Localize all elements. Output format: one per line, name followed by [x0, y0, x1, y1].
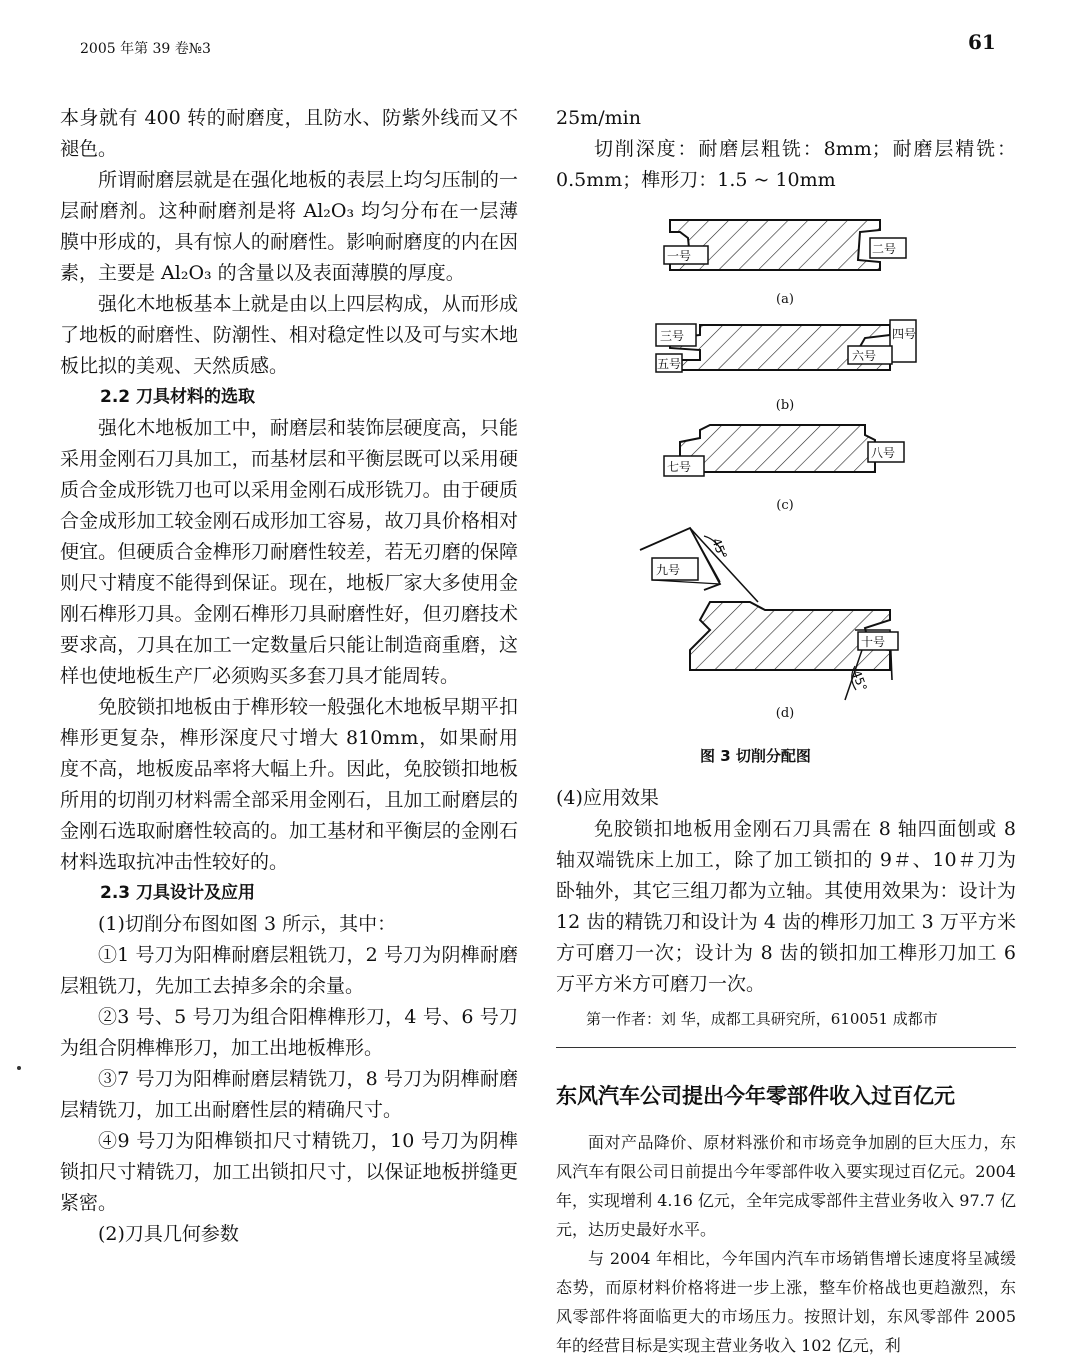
figure-caption: 图 3 切削分配图 [700, 747, 811, 765]
figure-3-diagram [600, 210, 940, 740]
angle-label-bottom: 45° [849, 668, 870, 694]
paragraph: 免胶锁扣地板用金刚石刀具需在 8 轴四面刨或 8 轴双端铣床上加工，除了加工锁扣的 9＃、10＃刀为卧轴外，其它三组刀都为立轴。其使用效果为：设计为 12 齿的精铣刀和设计为 4 齿的榫形刀加工 3 万平方米方可磨刀一次；设计为 8 齿的锁扣加工榫形刀加工 6 万平方米方可磨刀一次。 [556, 818, 1016, 995]
subfigure-a [664, 220, 906, 270]
angle-label-top: 45° [709, 536, 730, 562]
page-number: 61 [968, 30, 996, 54]
article-paragraph: 面对产品降价、原材料涨价和市场竞争加剧的巨大压力，东风汽车有限公司日前提出今年零部件收入要实现过百亿元。2004 年，实现增利 4.16 亿元，全年完成零部件主营业务收入 97.7 亿元，达历史最好水平。 [556, 1133, 1016, 1239]
paragraph: 25m/min [556, 107, 641, 129]
right-column-bottom [556, 783, 1016, 1035]
paragraph: 免胶锁扣地板由于榫形较一般强化木地板早期平扣榫形更复杂，榫形深度尺寸增大 810mm，如果耐用度不高，地板废品率将大幅上升。因此，免胶锁扣地板所用的切削刃材料需全部采用金刚石，且加工耐磨层的金刚石选取耐磨性较高的。加工基材和平衡层的金刚石材料选取抗冲击性较好的。 [60, 696, 518, 873]
label-knife-7: 七号 [667, 460, 692, 474]
section-heading: 2.3 刀具设计及应用 [100, 883, 256, 903]
paragraph: 本身就有 400 转的耐磨度，且防水、防紫外线而又不褪色。 [60, 107, 518, 160]
subfigure-d-label: (d) [775, 706, 795, 721]
section-divider [556, 1047, 1016, 1048]
right-column-top [556, 103, 1016, 196]
label-knife-4: 四号 [892, 327, 917, 341]
subfigure-b [656, 320, 916, 372]
paragraph: (2)刀具几何参数 [98, 1223, 239, 1245]
section-heading: 2.2 刀具材料的选取 [100, 387, 256, 407]
article-body [556, 1128, 1016, 1360]
author-line: 第一作者：刘 华，成都工具研究所，610051 成都市 [586, 1010, 938, 1028]
label-knife-10: 十号 [861, 635, 886, 649]
label-knife-2: 二号 [872, 242, 897, 256]
paragraph: 切削深度：耐磨层粗铣：8mm；耐磨层精铣：0.5mm；榫形刀：1.5 ~ 10mm [556, 138, 1016, 191]
paragraph: ③7 号刀为阳榫耐磨层精铣刀，8 号刀为阴榫耐磨层精铣刀，加工出耐磨性层的精确尺寸。 [60, 1068, 518, 1121]
paragraph: 强化木地板加工中，耐磨层和装饰层硬度高，只能采用金刚石刀具加工，而基材层和平衡层既可以采用硬质合金成形铣刀也可以采用金刚石成形铣刀。由于硬质合金成形加工较金刚石成形加工容易，故刀具价格相对便宜。但硬质合金榫形刀耐磨性较差，若无刃磨的保障则尺寸精度不能得到保证。现在，地板厂家大多使用金刚石榫形刀具。金刚石榫形刀具耐磨性好，但刃磨技术要求高，刀具在加工一定数量后只能让制造商重磨，这样也使地板生产厂必须购买多套刀具才能周转。 [60, 417, 518, 687]
label-knife-8: 八号 [871, 446, 896, 460]
subfigure-c-label: (c) [776, 498, 794, 513]
paragraph: 强化木地板基本上就是由以上四层构成，从而形成了地板的耐磨性、防潮性、相对稳定性以及可与实木地板比拟的美观、天然质感。 [60, 293, 518, 377]
margin-dot [17, 1066, 21, 1070]
subfigure-a-label: (a) [776, 292, 794, 307]
label-knife-1: 一号 [667, 249, 692, 263]
label-knife-6: 六号 [852, 349, 877, 363]
journal-issue: 2005 年第 39 卷№3 [80, 41, 211, 57]
left-column [60, 103, 518, 1250]
paragraph: 所谓耐磨层就是在强化地板的表层上均匀压制的一层耐磨剂。这种耐磨剂是将 Al₂O₃ 均匀分布在一层薄膜中形成的，具有惊人的耐磨性。影响耐磨度的内在因素，主要是 Al₂O₃ 的含量以及表面薄膜的厚度。 [60, 169, 518, 284]
label-knife-3: 三号 [660, 329, 685, 343]
paragraph: (4)应用效果 [556, 787, 659, 809]
label-knife-9: 九号 [656, 563, 681, 577]
paragraph: (1)切削分布图如图 3 所示，其中： [98, 913, 397, 935]
label-knife-5: 五号 [657, 357, 682, 371]
subfigure-b-label: (b) [775, 398, 795, 413]
subfigure-c [664, 425, 904, 476]
paragraph: ④9 号刀为阳榫锁扣尺寸精铣刀，10 号刀为阴榫锁扣尺寸精铣刀，加工出锁扣尺寸，以保证地板拼缝更紧密。 [60, 1130, 518, 1214]
paragraph: ②3 号、5 号刀为组合阳榫榫形刀，4 号、6 号刀为组合阴榫榫形刀，加工出地板榫形。 [60, 1006, 518, 1059]
article-title: 东风汽车公司提出今年零部件收入过百亿元 [556, 1084, 955, 1108]
article-paragraph: 与 2004 年相比，今年国内汽车市场销售增长速度将呈减缓态势，而原材料价格将进一步上涨，整车价格战也更趋激烈，东风零部件将面临更大的市场压力。按照计划，东风零部件 2005 年的经营目标是实现主营业务收入 102 亿元，利 [556, 1249, 1016, 1355]
paragraph: ①1 号刀为阳榫耐磨层粗铣刀，2 号刀为阴榫耐磨层粗铣刀，先加工去掉多余的余量。 [60, 944, 518, 997]
